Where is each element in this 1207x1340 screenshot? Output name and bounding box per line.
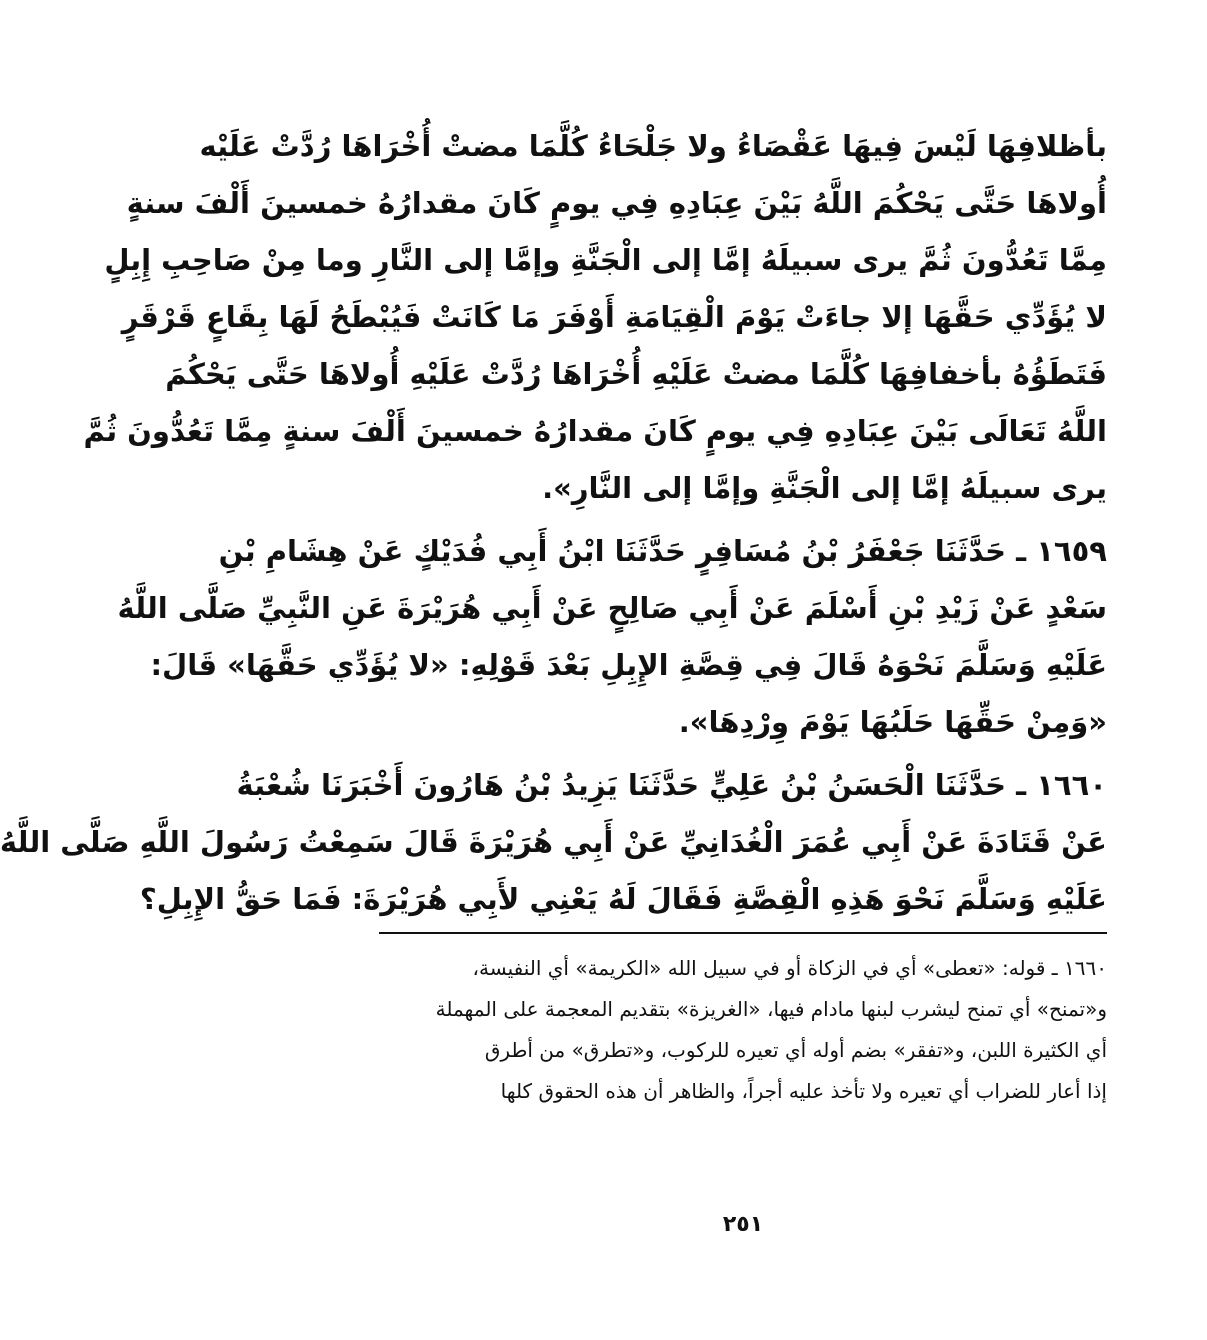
page-number: ٢٥١ <box>722 1212 764 1237</box>
footnote-line: إذا أعار للضراب أي تعيره ولا تأخذ عليه أجراً، والظاهر أن هذه الحقوق كلها <box>500 1079 1107 1103</box>
text-line: لا يُؤَدِّي حَقَّهَا إلا جاءَتْ يَوْمَ الْقِيَامَةِ أَوْفَرَ مَا كَانَتْ فَيُبْطَحُ لَهَا بِقَاعٍ قَرْقَرٍ <box>121 300 1107 334</box>
hadith-1659-line: «وَمِنْ حَقِّهَا حَلَبُهَا يَوْمَ وِرْدِهَا». <box>678 705 1107 739</box>
text-line: يرى سبيلَهُ إمَّا إلى الْجَنَّةِ وإمَّا إلى النَّارِ». <box>542 471 1107 505</box>
text-line: مِمَّا تَعُدُّونَ ثُمَّ يرى سبيلَهُ إمَّا إلى الْجَنَّةِ وإمَّا إلى النَّارِ وما مِنْ صَاحِبِ إِبِلٍ <box>104 243 1107 277</box>
text-line: فَتَطَؤُهُ بأخفافِهَا كُلَّمَا مضتْ عَلَيْهِ أُخْرَاهَا رُدَّتْ عَلَيْهِ أُولاهَا حَتَّى يَحْكُمَ <box>165 357 1107 391</box>
text-line: أُولاهَا حَتَّى يَحْكُمَ اللَّهُ بَيْنَ عِبَادِهِ فِي يومٍ كَانَ مقدارُهُ خمسينَ أَلْفَ سنةٍ <box>126 186 1107 220</box>
hadith-1659-line: عَلَيْهِ وَسَلَّمَ نَحْوَهُ قَالَ فِي قِصَّةِ الإِبِلِ بَعْدَ قَوْلِهِ: «لا يُؤَدِّي حَقَّهَا» قَالَ: <box>150 648 1107 682</box>
hadith-1659-line: ١٦٥٩ ـ حَدَّثَنَا جَعْفَرُ بْنُ مُسَافِرٍ حَدَّثَنَا ابْنُ أَبِي فُدَيْكٍ عَنْ هِشَامِ بْنِ <box>218 534 1107 568</box>
hadith-1660-line: عَلَيْهِ وَسَلَّمَ نَحْوَ هَذِهِ الْقِصَّةِ فَقَالَ لَهُ يَعْنِي لأَبِي هُرَيْرَةَ: فَمَا حَقُّ الإِبِلِ؟ <box>139 882 1107 916</box>
hadith-1659-line: سَعْدٍ عَنْ زَيْدِ بْنِ أَسْلَمَ عَنْ أَبِي صَالِحٍ عَنْ أَبِي هُرَيْرَةَ عَنِ النَّبِيِّ صَلَّى اللَّهُ <box>117 591 1107 625</box>
footnote-line: و«تمنح» أي تمنح ليشرب لبنها مادام فيها، «الغريزة» بتقديم المعجمة على المهملة <box>435 997 1107 1021</box>
hadith-1660-line: عَنْ قَتَادَةَ عَنْ أَبِي عُمَرَ الْغُدَانِيِّ عَنْ أَبِي هُرَيْرَةَ قَالَ سَمِعْتُ رَسُولَ اللَّهِ صَلَّى اللَّهُ <box>0 825 1107 859</box>
footnote-line: أي الكثيرة اللبن، و«تفقر» بضم أوله أي تعيره للركوب، و«تطرق» من أطرق <box>484 1038 1107 1062</box>
text-line: اللَّهُ تَعَالَى بَيْنَ عِبَادِهِ فِي يومٍ كَانَ مقدارُهُ خمسينَ أَلْفَ سنةٍ مِمَّا تَعُدُّونَ ثُمَّ <box>83 414 1107 448</box>
main-text-block <box>0 118 1107 928</box>
footnote-line: ١٦٦٠ ـ قوله: «تعطى» أي في الزكاة أو في سبيل الله «الكريمة» أي النفيسة، <box>472 956 1107 980</box>
footnote-block <box>359 948 1107 1112</box>
text-line: بأظلافِهَا لَيْسَ فِيهَا عَقْصَاءُ ولا جَلْحَاءُ كُلَّمَا مضتْ أُخْرَاهَا رُدَّتْ عَلَيْه <box>199 129 1107 163</box>
hadith-1660-line: ١٦٦٠ ـ حَدَّثَنَا الْحَسَنُ بْنُ عَلِيٍّ حَدَّثَنَا يَزِيدُ بْنُ هَارُونَ أَخْبَرَنَا شُعْبَةُ <box>236 768 1107 802</box>
footnote-divider <box>379 932 1107 934</box>
